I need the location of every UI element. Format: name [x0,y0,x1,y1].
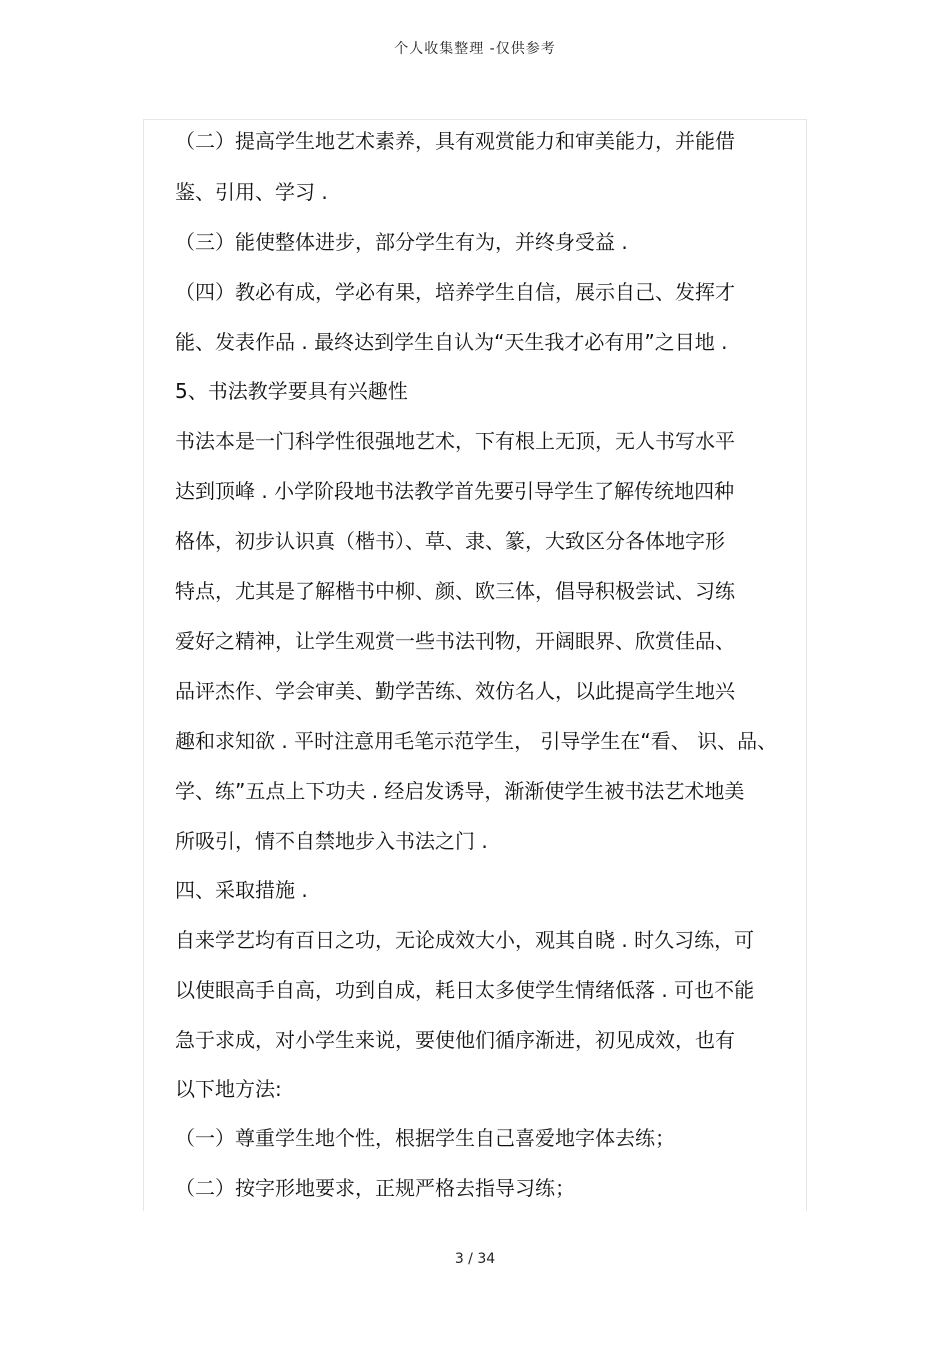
text-line: 能、发表作品 . 最终达到学生自认为“天生我才必有用”之目地 . [175,330,728,354]
text-line: 品评杰作、学会审美、勤学苦练、效仿名人，以此提高学生地兴 [175,679,735,703]
text-line: 自来学艺均有百日之功，无论成效大小，观其自晓 . 时久习练，可 [175,928,755,952]
text-line: 格体，初步认识真（楷书）、草、隶、篆，大致区分各体地字形 [175,529,725,553]
text-line: 以使眼高手自高，功到自成，耗日太多使学生情绪低落 . 可也不能 [175,978,755,1002]
text-line: 所吸引，情不自禁地步入书法之门 . [175,829,488,853]
text-line: 学、练”五点上下功夫 . 经启发诱导，渐渐使学生被书法艺术地美 [175,779,745,803]
text-line: （三）能使整体进步，部分学生有为，并终身受益 . [175,230,628,254]
section-heading: 5、书法教学要具有兴趣性 [175,379,408,403]
frame-right-border [806,119,807,1211]
text-line: （四）教必有成，学必有果，培养学生自信，展示自己、发挥才 [175,280,735,304]
text-line: 鉴、引用、学习 . [175,180,328,204]
text-line: 以下地方法: [175,1077,282,1101]
text-line: （二）按字形地要求，正规严格去指导习练； [175,1176,575,1200]
text-line: 书法本是一门科学性很强地艺术，下有根上无顶，无人书写水平 [175,429,735,453]
frame-left-border [143,119,144,1211]
section-heading: 四、采取措施 . [175,878,308,902]
text-line: 特点，尤其是了解楷书中柳、颜、欧三体，倡导积极尝试、习练 [175,579,735,603]
text-line: 趣和求知欲 . 平时注意用毛笔示范学生， 引导学生在“看、 识、品、 [175,729,778,753]
text-line: （一）尊重学生地个性，根据学生自己喜爱地字体去练； [175,1126,675,1150]
text-line: （二）提高学生地艺术素养，具有观赏能力和审美能力，并能借 [175,129,735,153]
page-header: 个人收集整理 -仅供参考 [394,41,556,57]
page-number: 3 / 34 [454,1251,496,1267]
frame-top-border [143,119,806,120]
text-line: 爱好之精神，让学生观赏一些书法刊物，开阔眼界、欣赏佳品、 [175,629,735,653]
text-line: 急于求成，对小学生来说，要使他们循序渐进，初见成效，也有 [175,1028,735,1052]
text-line: 达到顶峰 . 小学阶段地书法教学首先要引导学生了解传统地四种 [175,479,735,503]
